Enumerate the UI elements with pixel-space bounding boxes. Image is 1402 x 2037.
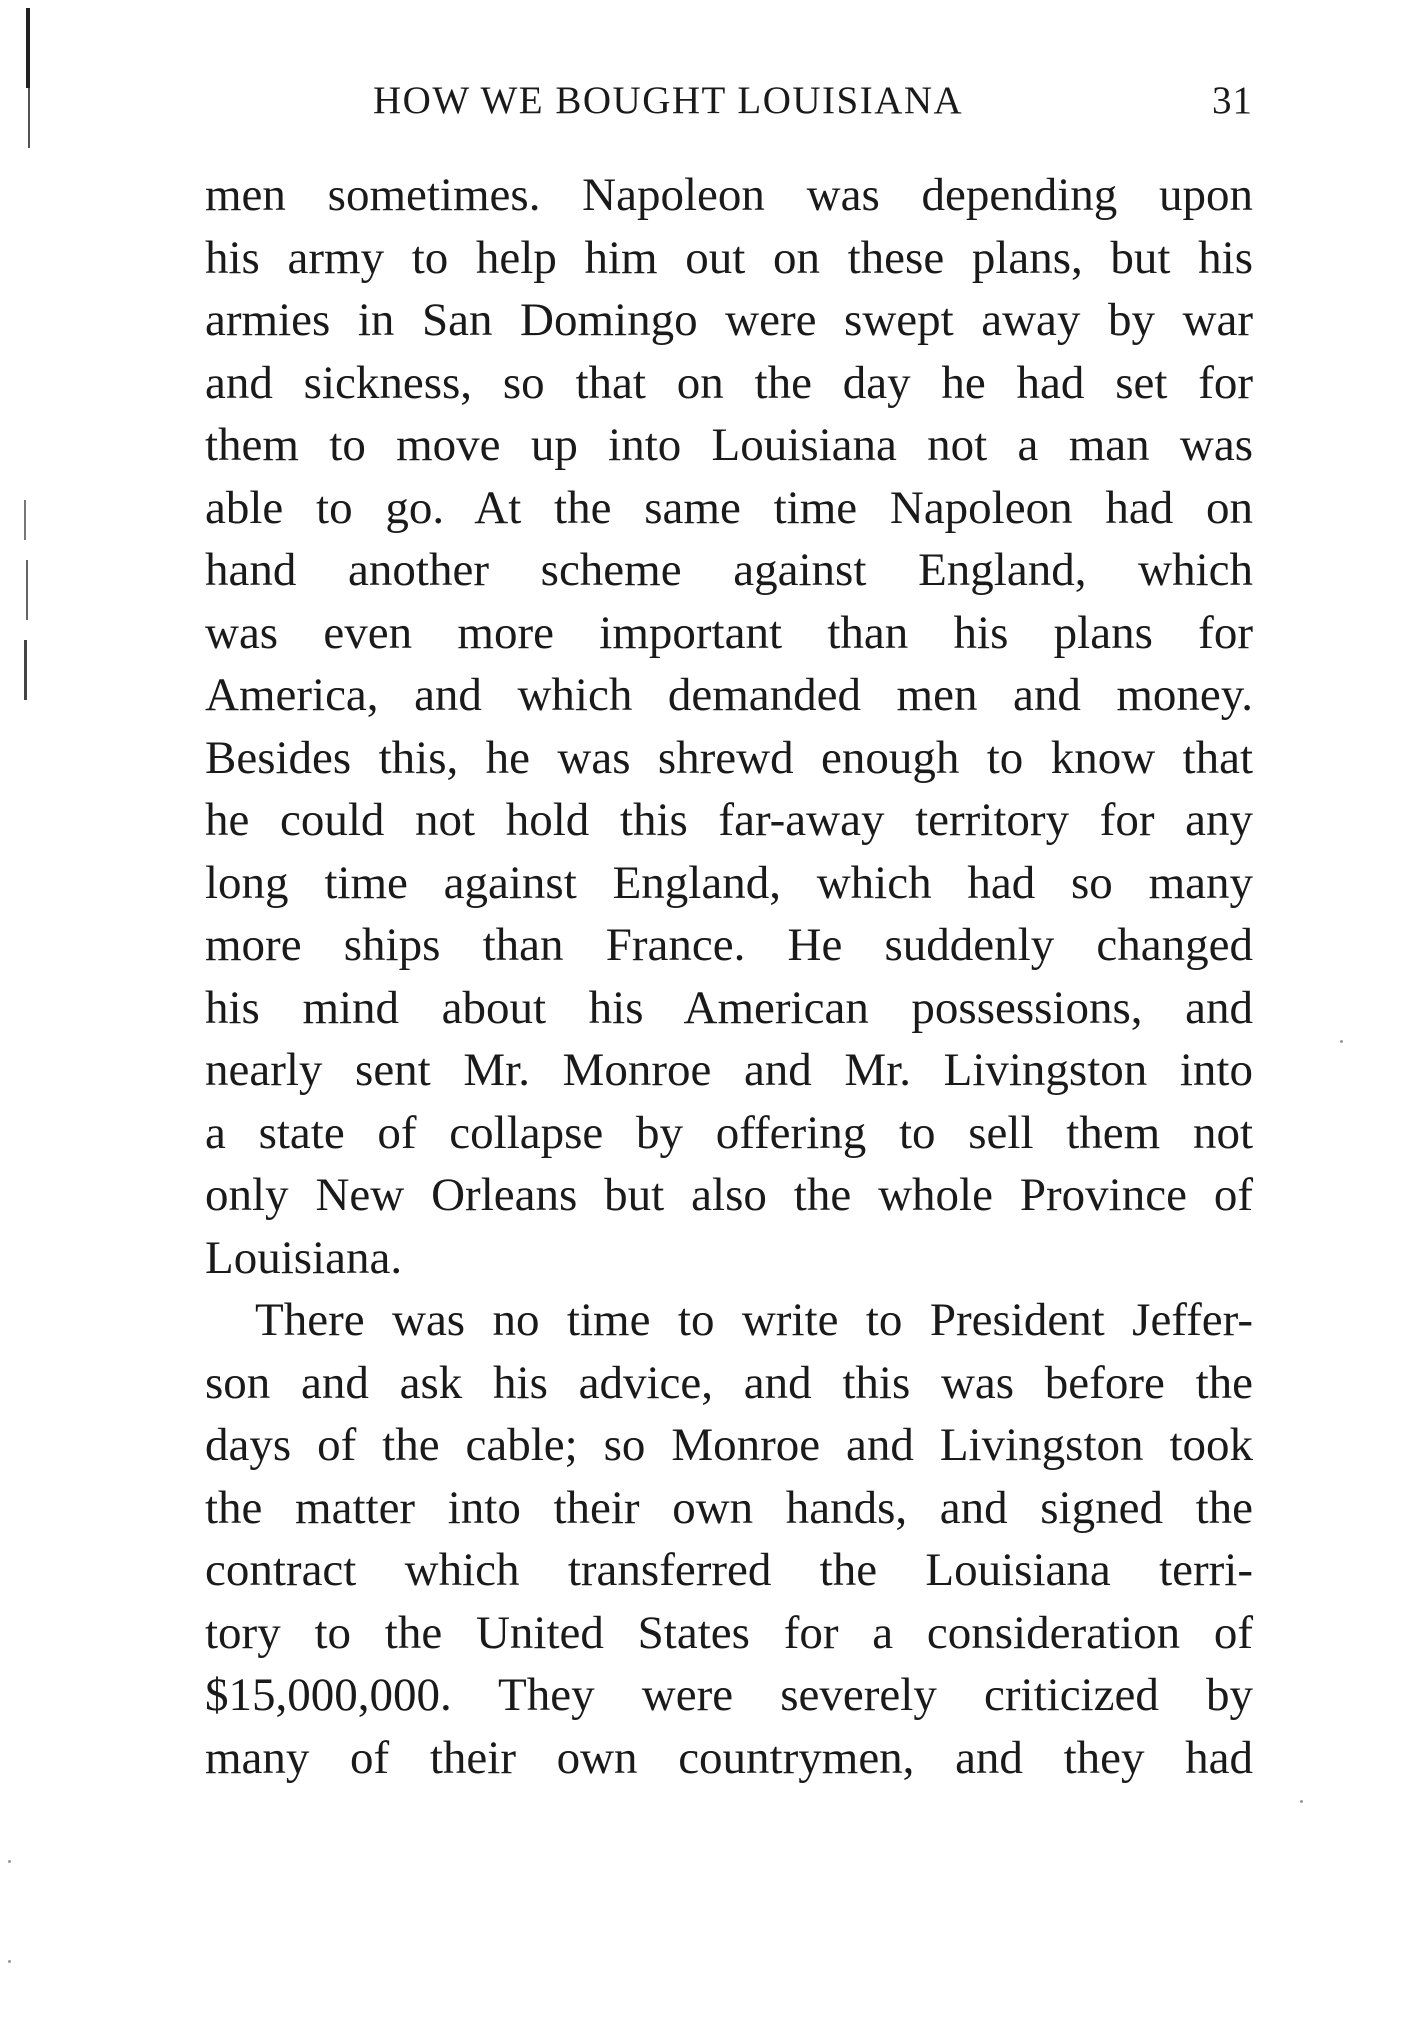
dust-speck	[1300, 1800, 1303, 1803]
scan-edge-mark	[26, 560, 28, 620]
paragraph-1	[205, 164, 1253, 1289]
text-line: able to go. At the same time Napoleon had on	[205, 481, 1253, 534]
dust-speck	[8, 1860, 11, 1863]
text-line: was even more important than his plans for	[205, 606, 1253, 659]
running-head: HOW WE BOUGHT LOUISIANA	[373, 79, 964, 122]
text-line: days of the cable; so Monroe and Livingston took	[205, 1419, 1253, 1471]
text-line: men sometimes. Napoleon was depending upon	[205, 169, 1253, 221]
text-line: contract which transferred the Louisiana terri-	[205, 1544, 1253, 1596]
text-line: hand another scheme against England, which	[205, 544, 1253, 596]
text-line: only New Orleans but also the whole Province of	[205, 1169, 1253, 1221]
text-line: $15,000,000. They were severely criticized by	[205, 1669, 1253, 1721]
text-line: There was no time to write to President Jeffer-	[255, 1294, 1253, 1346]
text-line: more ships than France. He suddenly changed	[205, 919, 1253, 971]
text-line: long time against England, which had so many	[205, 856, 1253, 909]
body-text	[205, 164, 1253, 1789]
text-line: America, and which demanded men and money.	[205, 669, 1253, 721]
scan-edge-mark	[26, 8, 30, 88]
text-line: and sickness, so that on the day he had set for	[205, 356, 1253, 409]
text-line: a state of collapse by offering to sell them not	[205, 1106, 1253, 1159]
text-line: armies in San Domingo were swept away by war	[205, 294, 1253, 346]
text-line: the matter into their own hands, and signed the	[205, 1481, 1253, 1534]
dust-speck	[8, 1960, 11, 1963]
page-number: 31	[1212, 79, 1253, 122]
paragraph-2	[205, 1289, 1253, 1789]
scan-edge-mark	[24, 640, 27, 700]
page-header	[205, 78, 1253, 134]
text-line: them to move up into Louisiana not a man was	[205, 419, 1253, 471]
text-line: Besides this, he was shrewd enough to know that	[205, 731, 1253, 784]
text-line: many of their own countrymen, and they had	[205, 1731, 1253, 1784]
scan-edge-mark	[28, 88, 30, 148]
text-line: he could not hold this far-away territory for any	[205, 794, 1253, 846]
text-line: son and ask his advice, and this was before the	[205, 1356, 1253, 1409]
text-line: nearly sent Mr. Monroe and Mr. Livingston into	[205, 1044, 1253, 1096]
text-line: his mind about his American possessions, and	[205, 981, 1253, 1034]
text-line: tory to the United States for a consideration of	[205, 1606, 1253, 1659]
dust-speck	[1340, 1040, 1343, 1043]
text-line: his army to help him out on these plans, but his	[205, 231, 1253, 284]
text-line: Louisiana.	[205, 1231, 403, 1284]
scan-edge-mark	[24, 500, 26, 540]
